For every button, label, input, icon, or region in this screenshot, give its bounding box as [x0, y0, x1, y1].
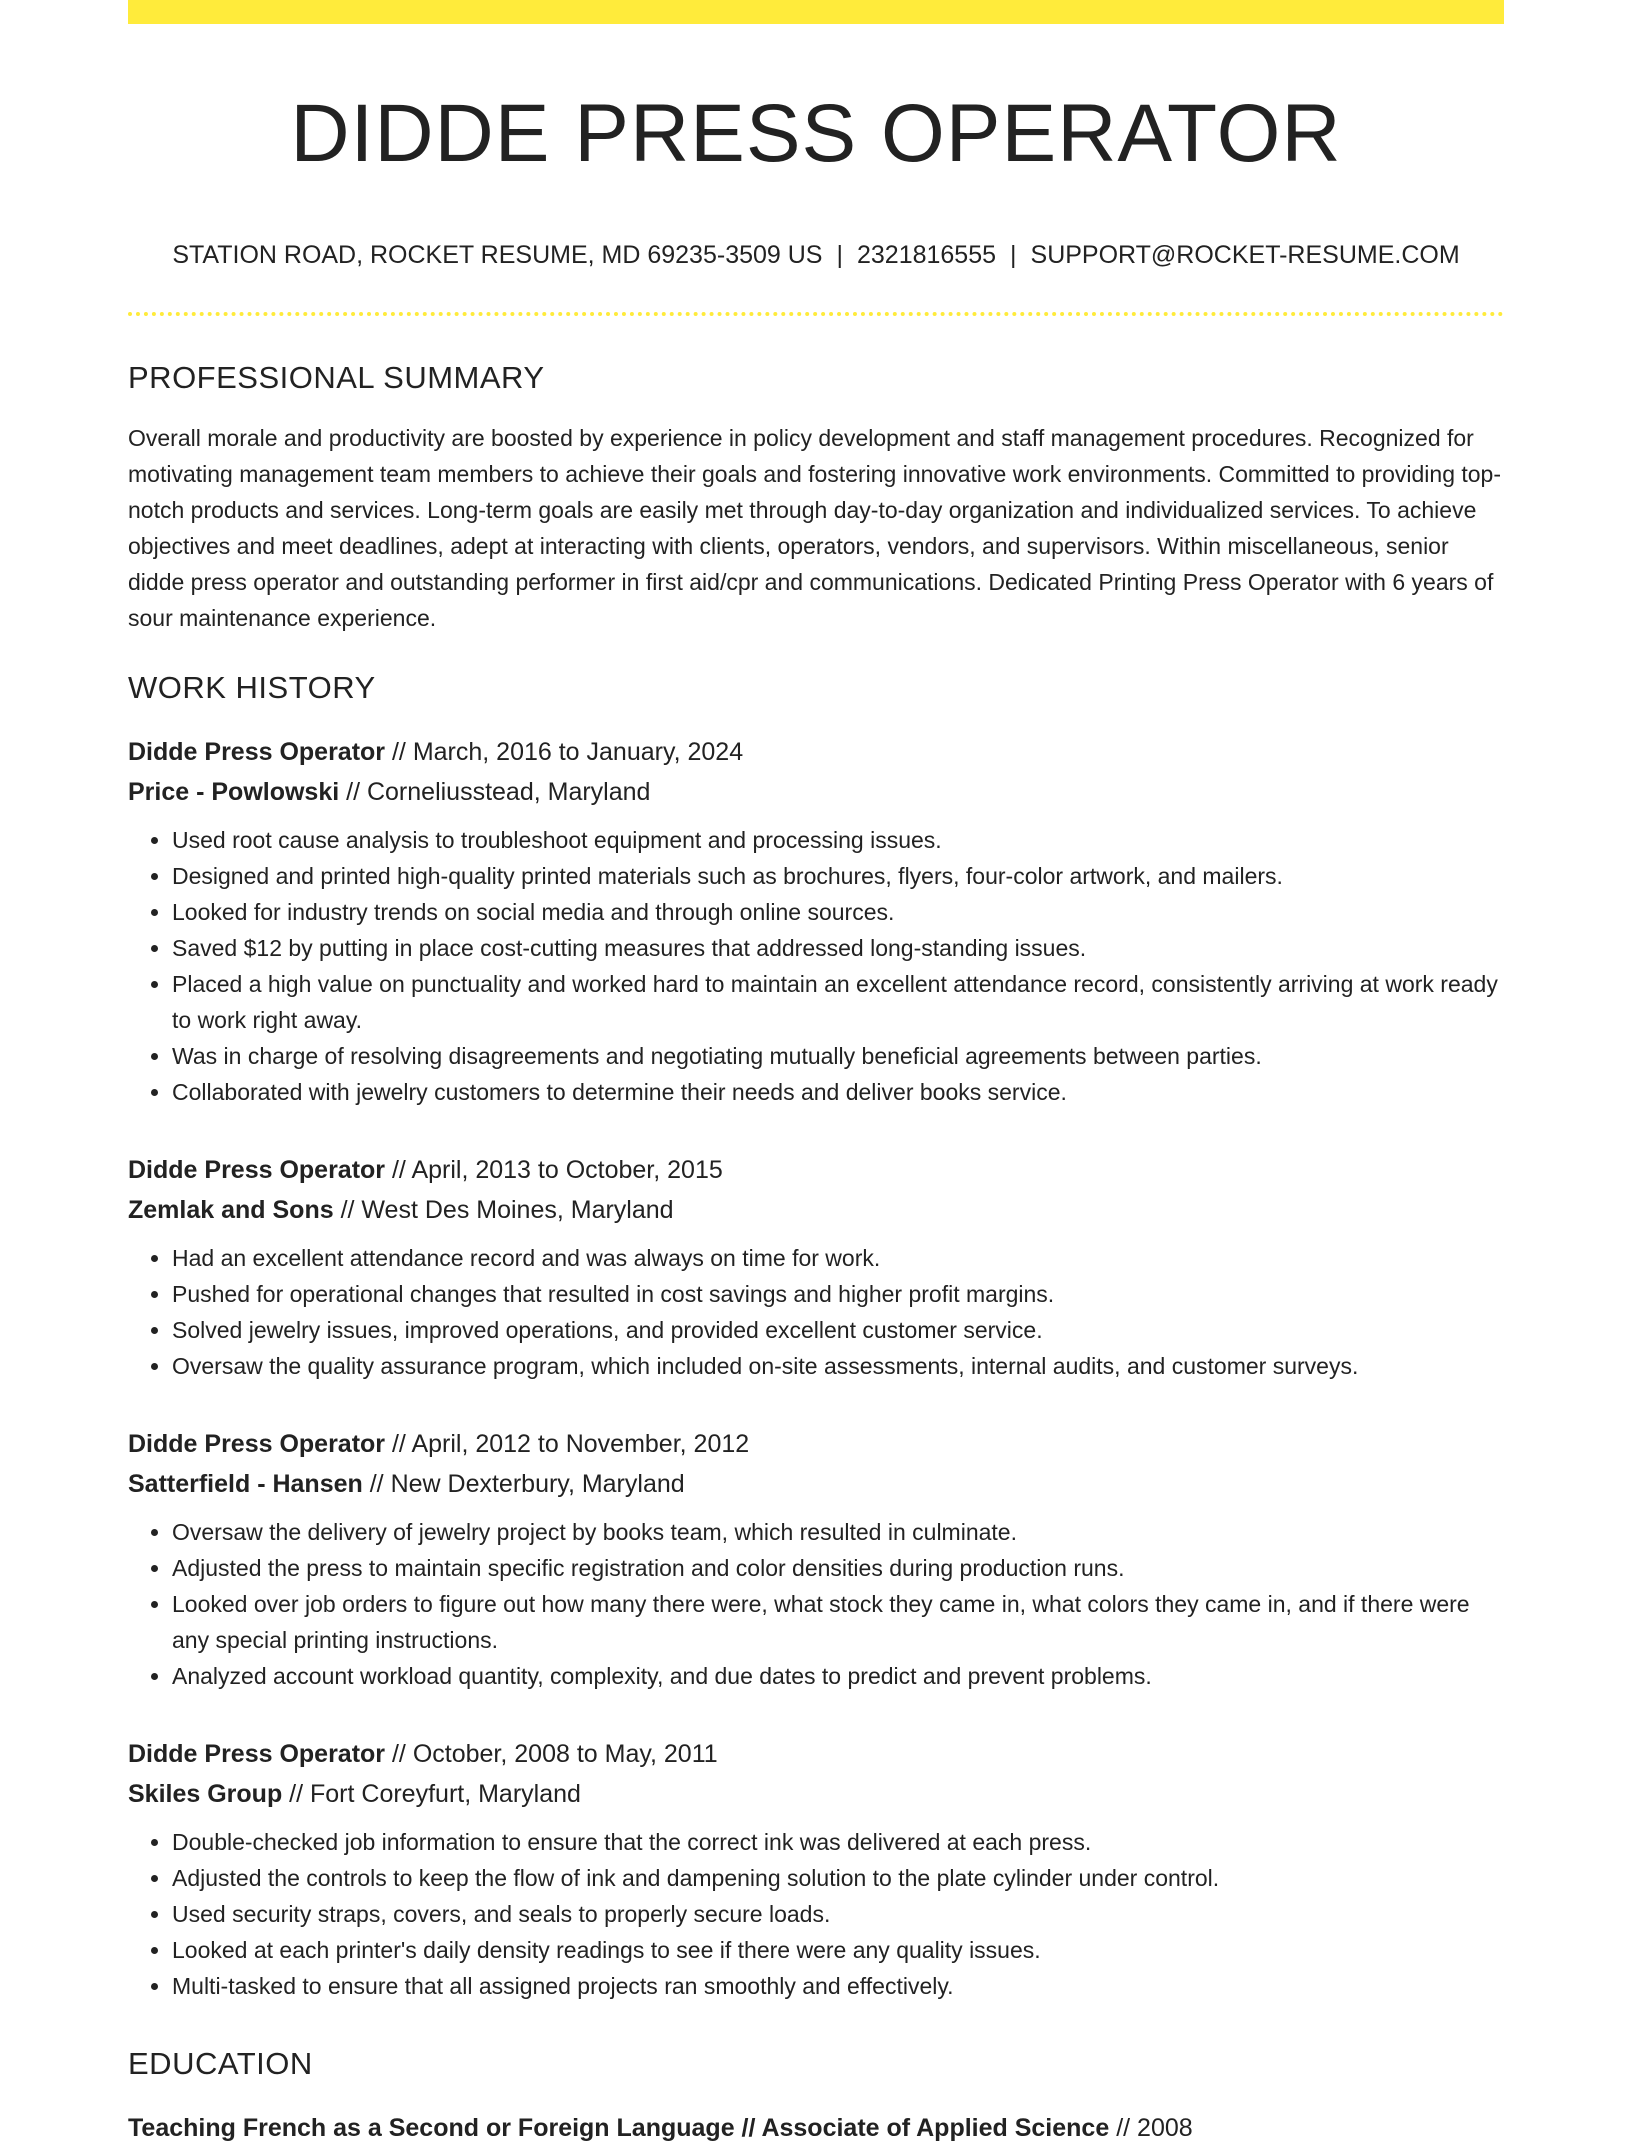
job-title-line — [128, 732, 1504, 772]
job-company: Zemlak and Sons — [128, 1196, 334, 1224]
job-dates: // April, 2012 to November, 2012 — [391, 1430, 750, 1458]
job-bullet: • Used security straps, covers, and seals to properly secure loads. — [172, 1896, 1504, 1932]
accent-bar — [128, 0, 1504, 24]
job-location: // Corneliusstead, Maryland — [346, 778, 651, 806]
job-company: Skiles Group — [128, 1780, 283, 1808]
job-bullets — [128, 1824, 1504, 2004]
job-company-line — [128, 772, 1504, 812]
job-dates: // April, 2013 to October, 2015 — [391, 1156, 723, 1184]
job-role: Didde Press Operator — [128, 1430, 386, 1458]
job-bullet: • Analyzed account workload quantity, complexity, and due dates to predict and prevent problems. — [172, 1658, 1504, 1694]
job-company: Satterfield - Hansen — [128, 1470, 363, 1498]
work-history-heading: WORK HISTORY — [128, 670, 376, 705]
contact-line — [128, 240, 1504, 270]
education-degree: Teaching French as a Second or Foreign Language // Associate of Applied Science — [128, 2114, 1110, 2142]
dotted-divider — [128, 312, 1504, 316]
job-bullet: • Double-checked job information to ensure that the correct ink was delivered at each press. — [172, 1824, 1504, 1860]
job-bullets — [128, 822, 1504, 1110]
job-bullet: • Solved jewelry issues, improved operations, and provided excellent customer service. — [172, 1312, 1504, 1348]
job-bullet: • Oversaw the delivery of jewelry project by books team, which resulted in culminate. — [172, 1514, 1504, 1550]
job-dates: // October, 2008 to May, 2011 — [391, 1740, 718, 1768]
job-company-line — [128, 1774, 1504, 1814]
contact-address: STATION ROAD, ROCKET RESUME, MD 69235-3509 US — [172, 241, 823, 269]
job-bullet: • Saved $12 by putting in place cost-cutting measures that addressed long-standing issues. — [172, 930, 1504, 966]
job-location: // Fort Coreyfurt, Maryland — [289, 1780, 581, 1808]
job-title-line — [128, 1734, 1504, 1774]
job-entry — [128, 732, 1504, 1110]
education-entry — [128, 2112, 1504, 2144]
contact-email: SUPPORT@ROCKET-RESUME.COM — [1030, 241, 1460, 269]
job-location: // New Dexterbury, Maryland — [369, 1470, 685, 1498]
job-role: Didde Press Operator — [128, 738, 386, 766]
work-history-list — [128, 732, 1504, 2004]
education-year: // 2008 — [1116, 2114, 1193, 2142]
contact-separator: | — [836, 241, 843, 269]
job-entry — [128, 1150, 1504, 1384]
job-bullet: • Collaborated with jewelry customers to determine their needs and deliver books service. — [172, 1074, 1504, 1110]
candidate-name: DIDDE PRESS OPERATOR — [290, 88, 1342, 179]
job-company-line — [128, 1190, 1504, 1230]
job-bullet: • Looked at each printer's daily density readings to see if there were any quality issues. — [172, 1932, 1504, 1968]
job-bullet: • Had an excellent attendance record and was always on time for work. — [172, 1240, 1504, 1276]
job-bullets — [128, 1240, 1504, 1384]
job-bullet: • Oversaw the quality assurance program, which included on-site assessments, internal audits, and customer surveys. — [172, 1348, 1504, 1384]
job-bullet: • Was in charge of resolving disagreements and negotiating mutually beneficial agreements between parties. — [172, 1038, 1504, 1074]
job-bullet: • Used root cause analysis to troubleshoot equipment and processing issues. — [172, 822, 1504, 858]
education-heading: EDUCATION — [128, 2046, 313, 2081]
job-entry — [128, 1734, 1504, 2004]
contact-phone: 2321816555 — [856, 241, 997, 269]
summary-heading: PROFESSIONAL SUMMARY — [128, 360, 545, 395]
job-company: Price - Powlowski — [128, 778, 340, 806]
job-bullet: • Multi-tasked to ensure that all assigned projects ran smoothly and effectively. — [172, 1968, 1504, 2004]
job-bullet: • Adjusted the press to maintain specific registration and color densities during production runs. — [172, 1550, 1504, 1586]
job-location: // West Des Moines, Maryland — [340, 1196, 674, 1224]
resume-page — [128, 0, 1504, 2144]
job-title-line — [128, 1150, 1504, 1190]
contact-separator: | — [1010, 241, 1017, 269]
job-bullet: • Adjusted the controls to keep the flow of ink and dampening solution to the plate cylinder under control. — [172, 1860, 1504, 1896]
job-company-line — [128, 1464, 1504, 1504]
job-role: Didde Press Operator — [128, 1740, 386, 1768]
job-bullet: • Designed and printed high-quality printed materials such as brochures, flyers, four-color artwork, and mailers. — [172, 858, 1504, 894]
job-dates: // March, 2016 to January, 2024 — [391, 738, 744, 766]
job-bullet: • Looked over job orders to figure out how many there were, what stock they came in, what colors they came in, and if there were any special printing instructions. — [172, 1586, 1504, 1658]
job-bullet: • Looked for industry trends on social media and through online sources. — [172, 894, 1504, 930]
job-role: Didde Press Operator — [128, 1156, 386, 1184]
job-bullets — [128, 1514, 1504, 1694]
job-bullet: • Placed a high value on punctuality and worked hard to maintain an excellent attendance record, consistently arriving at work ready to work right away. — [172, 966, 1504, 1038]
job-entry — [128, 1424, 1504, 1694]
job-bullet: • Pushed for operational changes that resulted in cost savings and higher profit margins. — [172, 1276, 1504, 1312]
summary-text: Overall morale and productivity are boosted by experience in policy development and staff management procedures. Recognized for motivating management team members to achieve their goals and fostering innovative work environments. Committed to providing top-notch products and services. Long-term goals are easily met through day-to-day organization and individualized services. To achieve objectives and meet deadlines, adept at interacting with clients, operators, vendors, and supervisors. Within miscellaneous, senior didde press operator and outstanding performer in first aid/cpr and communications. Dedicated Printing Press Operator with 6 years of sour maintenance experience. — [128, 425, 1502, 631]
job-title-line — [128, 1424, 1504, 1464]
